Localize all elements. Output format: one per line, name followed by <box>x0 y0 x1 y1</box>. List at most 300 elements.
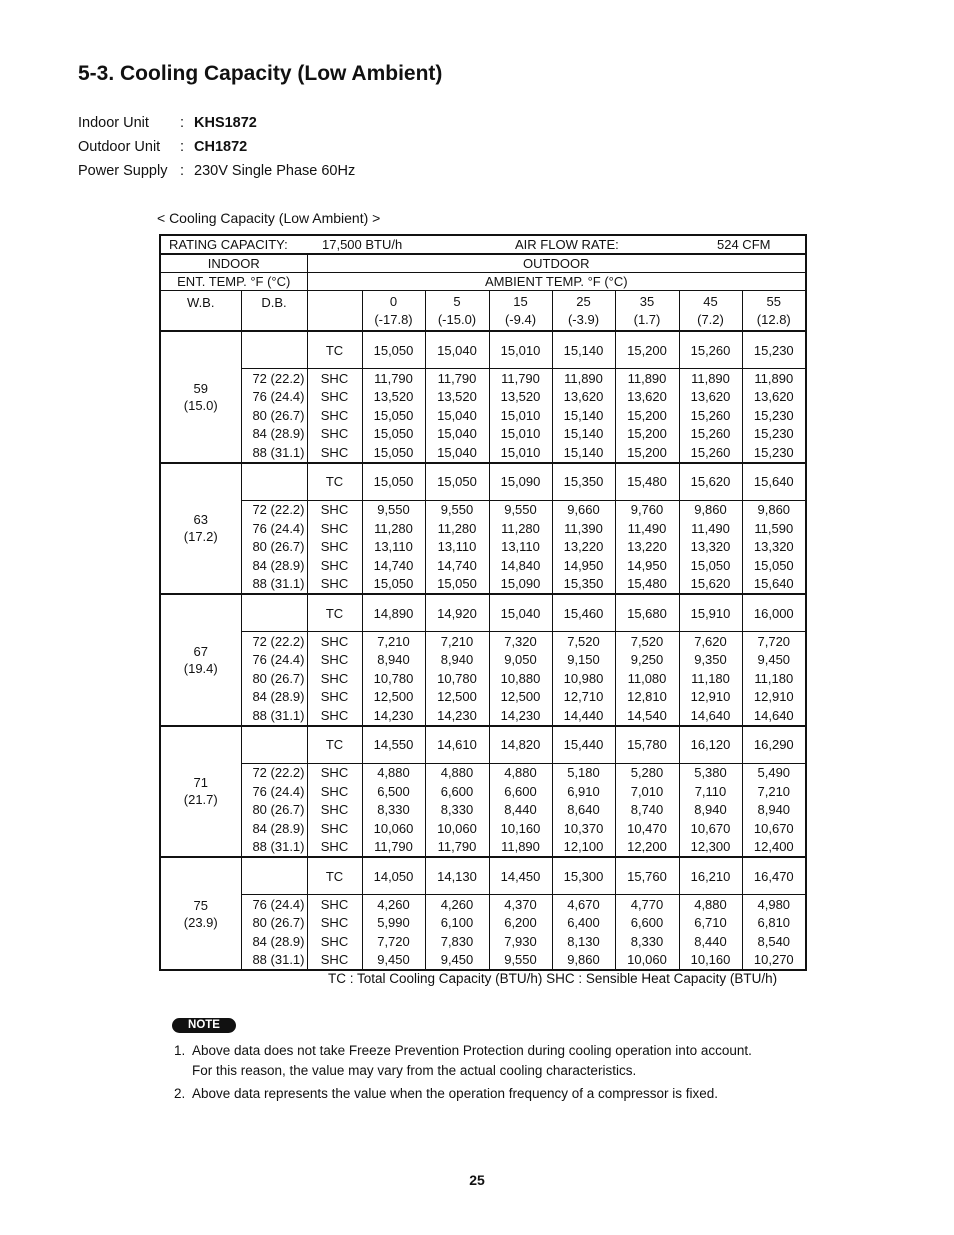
tc-value: 16,000 <box>742 594 806 632</box>
shc-value: 14,230 <box>425 706 489 726</box>
shc-value: 8,940 <box>362 651 425 670</box>
ambient-c: (-15.0) <box>437 311 477 327</box>
ambient-temp-header: AMBIENT TEMP. °F (°C) <box>307 273 806 291</box>
info-label: Power Supply <box>78 163 168 179</box>
ambient-f: 15 <box>513 293 528 309</box>
shc-value: 15,050 <box>362 575 425 595</box>
shc-value: 8,940 <box>742 801 806 820</box>
shc-value: 14,950 <box>615 556 679 575</box>
shc-value: 4,260 <box>362 895 425 914</box>
wb-f: 71 <box>193 775 208 791</box>
tc-value: 14,550 <box>362 726 425 764</box>
shc-label: SHC <box>307 388 362 407</box>
tc-value: 15,040 <box>489 594 552 632</box>
info-label: Indoor Unit <box>78 115 149 131</box>
shc-value: 15,480 <box>615 575 679 595</box>
shc-value: 15,260 <box>679 443 742 463</box>
shc-value: 12,400 <box>742 838 806 858</box>
shc-value: 8,940 <box>679 801 742 820</box>
cooling-capacity-table <box>159 234 807 971</box>
shc-value: 9,450 <box>425 951 489 971</box>
shc-value: 6,600 <box>615 914 679 933</box>
shc-value: 8,640 <box>552 801 615 820</box>
info-separator: : <box>180 139 185 155</box>
shc-value: 8,740 <box>615 801 679 820</box>
shc-row <box>160 838 806 858</box>
shc-value: 6,600 <box>489 782 552 801</box>
ent-temp-header: ENT. TEMP. °F (°C) <box>160 273 307 291</box>
tc-value: 15,350 <box>552 463 615 501</box>
shc-value: 13,620 <box>742 388 806 407</box>
db-cell: 84 (28.9) <box>241 556 307 575</box>
tc-value: 15,010 <box>489 331 552 369</box>
shc-value: 11,790 <box>489 369 552 388</box>
shc-value: 11,790 <box>425 369 489 388</box>
rating-label: RATING CAPACITY: <box>169 237 288 252</box>
tc-label: TC <box>307 463 362 501</box>
shc-row <box>160 669 806 688</box>
shc-value: 8,440 <box>489 801 552 820</box>
shc-value: 15,050 <box>679 556 742 575</box>
tc-value: 15,260 <box>679 331 742 369</box>
shc-value: 15,620 <box>679 575 742 595</box>
db-cell: 72 (22.2) <box>241 632 307 651</box>
ambient-c: (7.2) <box>697 311 724 327</box>
shc-value: 5,380 <box>679 763 742 782</box>
shc-label: SHC <box>307 425 362 444</box>
shc-value: 11,080 <box>615 669 679 688</box>
shc-value: 13,110 <box>362 538 425 557</box>
db-cell <box>241 463 307 501</box>
wb-c: (21.7) <box>183 792 218 808</box>
page-title: 5-3. Cooling Capacity (Low Ambient) <box>78 62 443 85</box>
shc-value: 15,230 <box>742 443 806 463</box>
tc-value: 15,300 <box>552 857 615 895</box>
header-row <box>160 273 806 291</box>
shc-label: SHC <box>307 801 362 820</box>
shc-row <box>160 500 806 519</box>
shc-value: 10,160 <box>489 819 552 838</box>
note-item <box>174 1041 814 1080</box>
shc-value: 15,140 <box>552 406 615 425</box>
shc-value: 8,540 <box>742 932 806 951</box>
shc-value: 5,280 <box>615 763 679 782</box>
shc-row <box>160 951 806 971</box>
shc-value: 7,010 <box>615 782 679 801</box>
shc-value: 13,620 <box>615 388 679 407</box>
shc-value: 10,160 <box>679 951 742 971</box>
shc-value: 7,830 <box>425 932 489 951</box>
db-cell: 76 (24.4) <box>241 388 307 407</box>
ambient-col-header <box>679 291 742 332</box>
shc-value: 12,100 <box>552 838 615 858</box>
wb-cell <box>160 331 241 463</box>
shc-value: 11,790 <box>425 838 489 858</box>
shc-value: 11,790 <box>362 369 425 388</box>
note-badge: NOTE <box>172 1018 236 1033</box>
shc-value: 13,110 <box>425 538 489 557</box>
airflow-value: 524 CFM <box>717 237 771 252</box>
shc-value: 15,140 <box>552 443 615 463</box>
shc-value: 9,760 <box>615 500 679 519</box>
shc-value: 15,040 <box>425 425 489 444</box>
tc-value: 16,210 <box>679 857 742 895</box>
shc-row <box>160 369 806 388</box>
shc-value: 13,220 <box>552 538 615 557</box>
ambient-f: 45 <box>703 293 718 309</box>
tc-value: 14,050 <box>362 857 425 895</box>
wb-header: W.B. <box>160 291 241 332</box>
shc-label: SHC <box>307 369 362 388</box>
shc-value: 8,330 <box>615 932 679 951</box>
db-cell: 84 (28.9) <box>241 932 307 951</box>
info-label: Outdoor Unit <box>78 139 161 155</box>
shc-value: 10,880 <box>489 669 552 688</box>
shc-value: 15,260 <box>679 425 742 444</box>
airflow-label: AIR FLOW RATE: <box>515 237 619 252</box>
db-cell: 88 (31.1) <box>241 951 307 971</box>
shc-value: 9,860 <box>552 951 615 971</box>
shc-value: 11,890 <box>552 369 615 388</box>
shc-value: 7,520 <box>615 632 679 651</box>
tc-value: 16,120 <box>679 726 742 764</box>
shc-value: 15,050 <box>362 443 425 463</box>
shc-label: SHC <box>307 651 362 670</box>
table-legend: TC : Total Cooling Capacity (BTU/h) SHC : Sensible Heat Capacity (BTU/h) <box>328 971 778 986</box>
db-cell <box>241 594 307 632</box>
tc-value: 15,460 <box>552 594 615 632</box>
shc-value: 15,200 <box>615 443 679 463</box>
shc-label: SHC <box>307 443 362 463</box>
shc-value: 12,910 <box>742 688 806 707</box>
tc-value: 15,680 <box>615 594 679 632</box>
shc-value: 9,450 <box>362 951 425 971</box>
shc-value: 13,320 <box>742 538 806 557</box>
shc-value: 15,050 <box>362 425 425 444</box>
tc-value: 14,890 <box>362 594 425 632</box>
shc-value: 15,230 <box>742 406 806 425</box>
shc-value: 14,740 <box>425 556 489 575</box>
shc-row <box>160 932 806 951</box>
note-line: Above data represents the value when the operation frequency of a compressor is fixed. <box>192 1086 719 1101</box>
shc-value: 11,790 <box>362 838 425 858</box>
db-cell: 80 (26.7) <box>241 801 307 820</box>
shc-row <box>160 651 806 670</box>
db-cell: 84 (28.9) <box>241 688 307 707</box>
shc-row <box>160 688 806 707</box>
shc-row <box>160 388 806 407</box>
shc-label: SHC <box>307 688 362 707</box>
shc-value: 9,860 <box>679 500 742 519</box>
shc-value: 14,230 <box>489 706 552 726</box>
table-caption: < Cooling Capacity (Low Ambient) > <box>157 210 381 226</box>
indoor-header: INDOOR <box>160 254 307 273</box>
shc-value: 7,520 <box>552 632 615 651</box>
header-row <box>160 254 806 273</box>
page-number: 25 <box>469 1172 485 1188</box>
tc-value: 15,910 <box>679 594 742 632</box>
shc-value: 14,640 <box>679 706 742 726</box>
shc-value: 11,890 <box>679 369 742 388</box>
shc-value: 14,740 <box>362 556 425 575</box>
wb-f: 59 <box>193 380 208 396</box>
shc-value: 4,980 <box>742 895 806 914</box>
shc-value: 8,330 <box>362 801 425 820</box>
shc-value: 10,780 <box>362 669 425 688</box>
ambient-col-header <box>425 291 489 332</box>
note-text <box>192 1084 718 1104</box>
shc-value: 10,670 <box>742 819 806 838</box>
shc-row <box>160 706 806 726</box>
shc-value: 11,890 <box>615 369 679 388</box>
shc-value: 6,500 <box>362 782 425 801</box>
shc-value: 15,050 <box>742 556 806 575</box>
shc-value: 8,330 <box>425 801 489 820</box>
info-value: 230V Single Phase 60Hz <box>194 163 356 179</box>
shc-row <box>160 914 806 933</box>
shc-value: 10,370 <box>552 819 615 838</box>
shc-value: 15,040 <box>425 443 489 463</box>
ambient-c: (-9.4) <box>504 311 537 327</box>
shc-value: 13,220 <box>615 538 679 557</box>
shc-value: 9,050 <box>489 651 552 670</box>
shc-value: 15,010 <box>489 425 552 444</box>
shc-value: 9,550 <box>489 500 552 519</box>
note-number: 1. <box>174 1043 186 1058</box>
ambient-col-header <box>552 291 615 332</box>
shc-value: 9,150 <box>552 651 615 670</box>
shc-row <box>160 575 806 595</box>
info-value: KHS1872 <box>194 115 257 131</box>
tc-value: 15,440 <box>552 726 615 764</box>
note-item <box>174 1084 814 1104</box>
shc-value: 8,940 <box>425 651 489 670</box>
shc-value: 15,090 <box>489 575 552 595</box>
shc-value: 15,010 <box>489 406 552 425</box>
wb-f: 75 <box>193 897 208 913</box>
tc-value: 16,470 <box>742 857 806 895</box>
shc-value: 12,710 <box>552 688 615 707</box>
shc-label: SHC <box>307 575 362 595</box>
shc-value: 4,260 <box>425 895 489 914</box>
shc-value: 6,810 <box>742 914 806 933</box>
shc-value: 7,320 <box>489 632 552 651</box>
shc-value: 6,400 <box>552 914 615 933</box>
shc-row <box>160 763 806 782</box>
shc-value: 6,710 <box>679 914 742 933</box>
tc-row <box>160 331 806 369</box>
shc-value: 9,550 <box>362 500 425 519</box>
note-number: 2. <box>174 1086 186 1101</box>
info-row <box>78 159 355 183</box>
shc-value: 4,880 <box>679 895 742 914</box>
shc-value: 7,620 <box>679 632 742 651</box>
shc-value: 6,910 <box>552 782 615 801</box>
shc-value: 15,040 <box>425 406 489 425</box>
shc-value: 13,110 <box>489 538 552 557</box>
db-cell: 88 (31.1) <box>241 575 307 595</box>
shc-row <box>160 819 806 838</box>
ambient-f: 55 <box>766 293 782 309</box>
shc-value: 11,390 <box>552 519 615 538</box>
shc-value: 10,060 <box>615 951 679 971</box>
tc-value: 15,050 <box>425 463 489 501</box>
shc-label: SHC <box>307 763 362 782</box>
shc-value: 10,060 <box>425 819 489 838</box>
shc-value: 11,180 <box>742 669 806 688</box>
info-separator: : <box>180 115 185 131</box>
db-cell: 76 (24.4) <box>241 519 307 538</box>
tc-value: 14,820 <box>489 726 552 764</box>
shc-value: 7,210 <box>425 632 489 651</box>
rating-row <box>160 235 806 254</box>
shc-value: 12,500 <box>425 688 489 707</box>
tc-value: 15,050 <box>362 331 425 369</box>
shc-label: SHC <box>307 838 362 858</box>
shc-value: 14,440 <box>552 706 615 726</box>
shc-value: 14,540 <box>615 706 679 726</box>
shc-value: 5,180 <box>552 763 615 782</box>
shc-label: SHC <box>307 669 362 688</box>
note-line: For this reason, the value may vary from the actual cooling characteristics. <box>192 1062 637 1078</box>
shc-label: SHC <box>307 819 362 838</box>
shc-value: 14,640 <box>742 706 806 726</box>
ambient-f: 5 <box>453 293 461 309</box>
shc-value: 7,110 <box>679 782 742 801</box>
shc-value: 15,640 <box>742 575 806 595</box>
shc-row <box>160 895 806 914</box>
tc-value: 15,620 <box>679 463 742 501</box>
shc-value: 5,490 <box>742 763 806 782</box>
shc-value: 11,280 <box>489 519 552 538</box>
shc-value: 9,350 <box>679 651 742 670</box>
ambient-c: (12.8) <box>756 311 791 327</box>
outdoor-header: OUTDOOR <box>307 254 806 273</box>
notes-list <box>174 1041 814 1108</box>
tc-value: 15,090 <box>489 463 552 501</box>
shc-value: 4,370 <box>489 895 552 914</box>
info-row <box>78 135 355 159</box>
shc-value: 14,950 <box>552 556 615 575</box>
wb-cell <box>160 463 241 595</box>
tc-label: TC <box>307 331 362 369</box>
shc-value: 15,050 <box>425 575 489 595</box>
wb-c: (23.9) <box>183 914 218 930</box>
tc-value: 15,760 <box>615 857 679 895</box>
shc-value: 11,890 <box>742 369 806 388</box>
shc-row <box>160 425 806 444</box>
shc-row <box>160 443 806 463</box>
shc-label: SHC <box>307 951 362 971</box>
tc-value: 15,230 <box>742 331 806 369</box>
shc-label: SHC <box>307 406 362 425</box>
tc-value: 15,480 <box>615 463 679 501</box>
shc-value: 11,490 <box>679 519 742 538</box>
info-value: CH1872 <box>194 139 248 155</box>
shc-value: 11,890 <box>489 838 552 858</box>
tc-value: 15,200 <box>615 331 679 369</box>
shc-value: 15,050 <box>362 406 425 425</box>
note-text <box>192 1041 752 1080</box>
shc-value: 12,500 <box>489 688 552 707</box>
shc-value: 10,470 <box>615 819 679 838</box>
tc-value: 15,040 <box>425 331 489 369</box>
tc-row <box>160 594 806 632</box>
shc-row <box>160 801 806 820</box>
shc-value: 7,930 <box>489 932 552 951</box>
shc-value: 12,910 <box>679 688 742 707</box>
tc-value: 15,780 <box>615 726 679 764</box>
ambient-f: 35 <box>639 293 655 309</box>
shc-value: 15,010 <box>489 443 552 463</box>
shc-row <box>160 556 806 575</box>
shc-value: 11,490 <box>615 519 679 538</box>
shc-value: 7,720 <box>742 632 806 651</box>
shc-label: SHC <box>307 632 362 651</box>
shc-value: 15,140 <box>552 425 615 444</box>
shc-value: 12,810 <box>615 688 679 707</box>
db-cell <box>241 331 307 369</box>
db-cell <box>241 726 307 764</box>
shc-label: SHC <box>307 538 362 557</box>
shc-value: 13,520 <box>362 388 425 407</box>
wb-cell <box>160 594 241 726</box>
ambient-col-header <box>742 291 806 332</box>
shc-value: 13,620 <box>679 388 742 407</box>
tc-row <box>160 857 806 895</box>
shc-value: 6,200 <box>489 914 552 933</box>
shc-value: 10,270 <box>742 951 806 971</box>
shc-label: SHC <box>307 706 362 726</box>
shc-label: SHC <box>307 782 362 801</box>
wb-c: (15.0) <box>183 397 218 413</box>
shc-value: 9,860 <box>742 500 806 519</box>
shc-value: 15,200 <box>615 425 679 444</box>
wb-c: (19.4) <box>183 660 218 676</box>
unit-info <box>78 111 355 183</box>
shc-value: 11,280 <box>425 519 489 538</box>
shc-row <box>160 519 806 538</box>
shc-value: 10,670 <box>679 819 742 838</box>
db-header: D.B. <box>241 291 307 332</box>
tc-label: TC <box>307 594 362 632</box>
db-cell: 80 (26.7) <box>241 538 307 557</box>
db-cell: 76 (24.4) <box>241 782 307 801</box>
tc-value: 15,640 <box>742 463 806 501</box>
db-cell: 76 (24.4) <box>241 651 307 670</box>
shc-row <box>160 406 806 425</box>
shc-value: 11,590 <box>742 519 806 538</box>
db-cell: 88 (31.1) <box>241 706 307 726</box>
rating-value: 17,500 BTU/h <box>322 237 403 252</box>
shc-value: 12,300 <box>679 838 742 858</box>
shc-value: 11,280 <box>362 519 425 538</box>
db-cell: 72 (22.2) <box>241 763 307 782</box>
wb-f: 63 <box>193 512 208 528</box>
shc-label: SHC <box>307 556 362 575</box>
shc-value: 9,450 <box>742 651 806 670</box>
shc-value: 4,880 <box>489 763 552 782</box>
wb-cell <box>160 857 241 970</box>
db-cell: 88 (31.1) <box>241 838 307 858</box>
wb-f: 67 <box>193 643 208 659</box>
shc-value: 9,660 <box>552 500 615 519</box>
shc-row <box>160 782 806 801</box>
wb-cell <box>160 726 241 858</box>
info-separator: : <box>180 163 185 179</box>
db-cell: 72 (22.2) <box>241 500 307 519</box>
shc-value: 9,250 <box>615 651 679 670</box>
